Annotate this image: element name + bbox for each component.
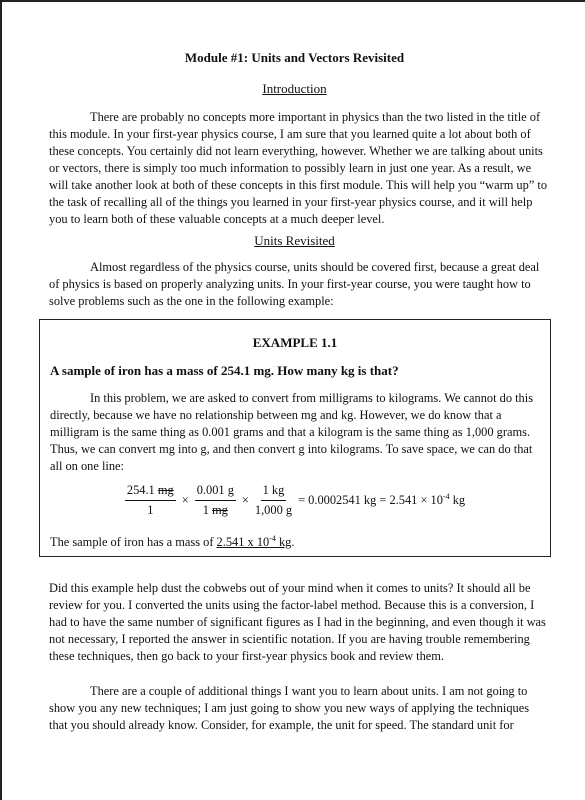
fraction-kg-per-g — [255, 483, 292, 518]
answer-value: 2.541 x 10 — [216, 535, 270, 550]
frac2-denominator-value: 1 — [202, 503, 209, 517]
introduction-paragraph: There are probably no concepts more important in physics than the two listed in the title of this module. In your first-year physics course, I am sure that you learned quite a lot about both of these concepts. You certainly did not learn everything, however. Whether we are talking about units or vectors, there is simply too much information to possibly learn in just one year. As a result, we will take another look at both of these concepts in this first module. This will help you “warm up” to the task of recalling all of the things you learned in your first-year physics course, and it will help you to learn both of these valuable concepts at a much deeper level. — [49, 110, 548, 226]
result-unit: kg — [452, 493, 466, 508]
example-answer — [50, 534, 295, 550]
example-question: A sample of iron has a mass of 254.1 mg. How many kg is that? — [50, 363, 399, 378]
frac1-numerator-value: 254.1 — [126, 483, 155, 497]
answer-unit: kg — [275, 535, 292, 550]
times-sign: × — [181, 493, 189, 507]
example-explanation: In this problem, we are asked to convert from milligrams to kilograms. We cannot do this directly, because we have no relationship between mg and kg. However, we do know that a milligram is the same thing as 0.001 grams and that a kilogram is the same thing as 1,000 grams. Thus, we can convert mg into g, and then convert g into kilograms. To save space, we can do that all on one line: — [50, 391, 534, 473]
answer-exponent: -4 — [269, 534, 276, 543]
frac3-numerator: 1 kg — [261, 483, 287, 501]
module-title: Module #1: Units and Vectors Revisited — [184, 50, 405, 65]
result-text: = 0.0002541 kg = 2.541 × 10 — [298, 493, 443, 508]
units-revisited-heading: Units Revisited — [254, 233, 335, 248]
example-box — [39, 319, 551, 557]
fraction-mg — [125, 483, 176, 518]
answer-prefix: The sample of iron has a mass of — [50, 535, 217, 550]
frac2-numerator: 0.001 g — [195, 483, 236, 501]
result-exponent: -4 — [442, 492, 450, 502]
review-paragraph: Did this example help dust the cobwebs out of your mind when it comes to units? It should all be review for you. I converted the units using the factor-label method. Because this is a conversion, I had to have the same number of significant figures as I had in the beginning, and even though it was not necessary, I reported the answer in scientific notation. If you are having trouble remembering these techniques, then go back to your first-year physics book and review them. — [49, 581, 546, 663]
fraction-g-per-mg — [195, 483, 236, 518]
conversion-equation — [40, 483, 550, 518]
units-paragraph: Almost regardless of the physics course, units should be covered first, because a great deal of physics is based on properly analyzing units. In your first-year course, you were taught how to solve problems such as the one in the following example: — [49, 260, 540, 308]
frac1-denominator: 1 — [147, 503, 154, 517]
answer-underlined — [216, 534, 295, 550]
frac2-denominator-unit: mg — [212, 503, 228, 517]
example-title: EXAMPLE 1.1 — [252, 335, 338, 350]
answer-suffix: . — [291, 535, 295, 550]
frac3-denominator: 1,000 g — [254, 503, 293, 517]
introduction-heading: Introduction — [262, 81, 327, 96]
frac1-numerator-unit: mg — [157, 483, 174, 497]
times-sign: × — [241, 493, 249, 507]
additional-paragraph: There are a couple of additional things I want you to learn about units. I am not going to show you any new techniques; I am just going to show you new ways of applying the techniques that you should already know. Consider, for example, the unit for speed. The standard unit for — [49, 684, 530, 732]
equation-result — [298, 492, 465, 508]
